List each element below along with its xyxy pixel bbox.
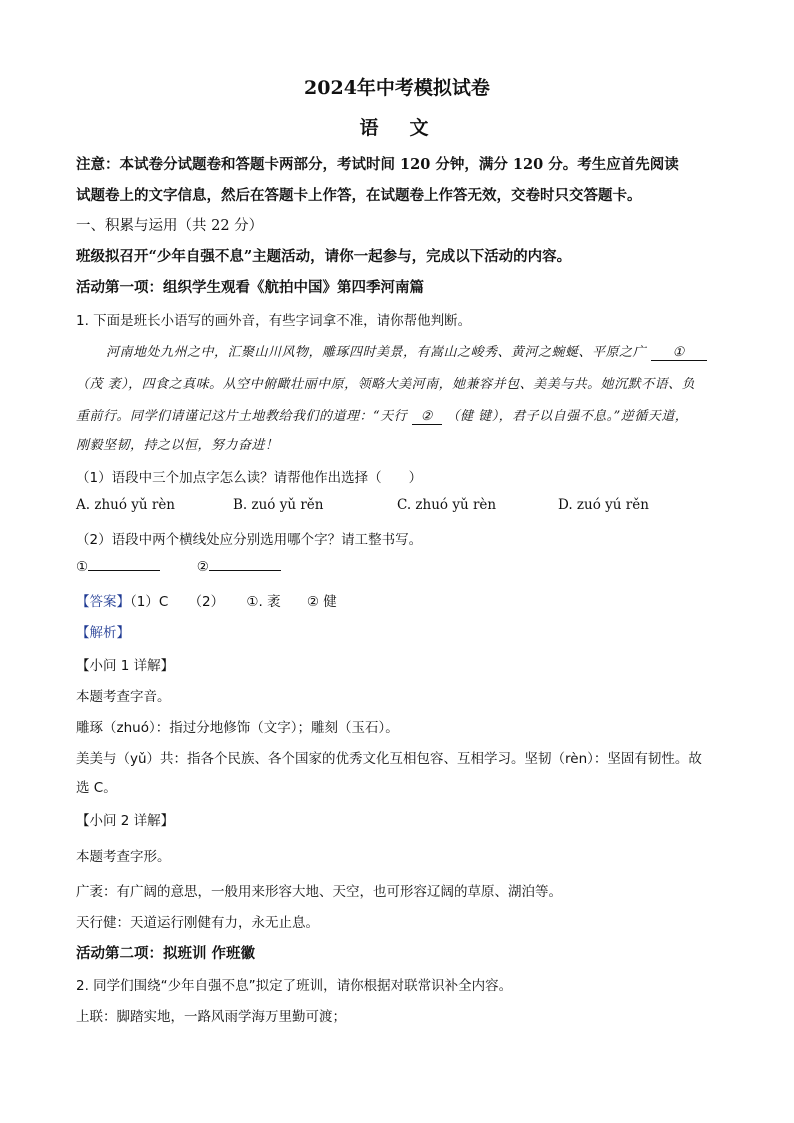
exam-title: 2024年中考模拟试卷 [304,77,490,99]
question-1-stem: 1. 下面是班长小语写的画外音，有些字词拿不准，请你帮他判断。 [76,313,472,329]
section-intro: 班级拟召开“少年自强不息”主题活动，请你一起参与，完成以下活动的内容。 [76,248,572,265]
part-1-line-2: 雕琢（zhuó）：指过分地修饰（文字）；雕刻（玉石）。 [76,720,399,736]
passage-line-4: 刚毅坚韧，持之以恒，努力奋进！ [76,438,279,453]
part-1-line-3: 美美与（yǔ）共：指各个民族、各个国家的优秀文化互相包容、互相学习。坚韧（rèn）：坚固有韧性。故 [76,751,702,767]
part-2-label: 【小问 2 详解】 [76,813,175,829]
notice-line-2: 试题卷上的文字信息，然后在答题卡上作答，在试题卷上作答无效，交卷时只交答题卡。 [76,187,642,204]
option-b: B. zuó yǔ rěn [233,497,324,513]
sub-question-2: （2）语段中两个横线处应分别选用哪个字？请工整书写。 [76,532,423,548]
fill-blanks [76,559,754,575]
answer-text: （1）C （2） [130,594,225,610]
passage-line-1 [106,341,754,361]
section-heading: 一、积累与运用（共 22 分） [76,218,264,234]
part-1-line-4: 选 C。 [76,780,117,796]
part-2-line-1: 本题考查字形。 [76,849,171,865]
option-c: C. zhuó yǔ rèn [397,497,497,513]
part-2-line-3: 天行健：天道运行刚健有力，永无止息。 [76,915,319,931]
answer-label: 【答案】 [76,594,130,610]
passage-text: 重前行。同学们请谨记这片土地教给我们的道理：“天行 [76,409,408,424]
answer-line [76,590,754,610]
option-d: D. zuó yú rěn [558,497,649,513]
fill-2-label: ② [196,559,209,575]
question-2-stem: 2. 同学们围绕“少年自强不息”拟定了班训，请你根据对联常识补全内容。 [76,978,513,994]
part-2-line-2: 广袤：有广阔的意思，一般用来形容大地、天空，也可形容辽阔的草原、湖泊等。 [76,884,562,900]
analysis-label: 【解析】 [76,625,130,641]
blank-2: ② [412,409,442,425]
upper-couplet: 上联：脚踏实地，一路风雨学海万里勤可渡； [76,1009,346,1025]
activity-1-heading: 活动第一项：组织学生观看《航拍中国》第四季河南篇 [76,279,424,296]
passage-text: 河南地处九州之中，汇聚山川风物，雕琢四时美景，有嵩山之峻秀、黄河之蜿蜒、平原之广 [106,345,647,360]
notice-line-1: 注意：本试卷分试题卷和答题卡两部分，考试时间 120 分钟，满分 120 分。考生应首先阅读 [76,156,679,173]
fill-2-line [209,570,281,571]
activity-2-heading: 活动第二项：拟班训 作班徽 [76,945,256,962]
fill-1-line [88,570,160,571]
part-1-line-1: 本题考查字音。 [76,689,171,705]
blank-1: ① [651,345,707,361]
passage-text: （健 键），君子以自强不息。”逆循天道， [446,409,689,424]
passage-line-2: （茂 袤），四食之真味。从空中俯瞰壮丽中原，领略大美河南，她兼容并包、美美与共。她沉默不语、负 [76,377,696,392]
part-1-label: 【小问 1 详解】 [76,658,175,674]
answer-2: ② 健 [306,594,337,610]
passage-line-3 [76,405,754,425]
option-a: A. zhuó yǔ rèn [76,497,176,513]
answer-1: ①. 袤 [246,594,281,610]
subject-title: 语 文 [359,117,435,139]
fill-1-label: ① [76,559,89,575]
sub-question-1: （1）语段中三个加点字怎么读？请帮他作出选择（ ） [76,470,423,486]
